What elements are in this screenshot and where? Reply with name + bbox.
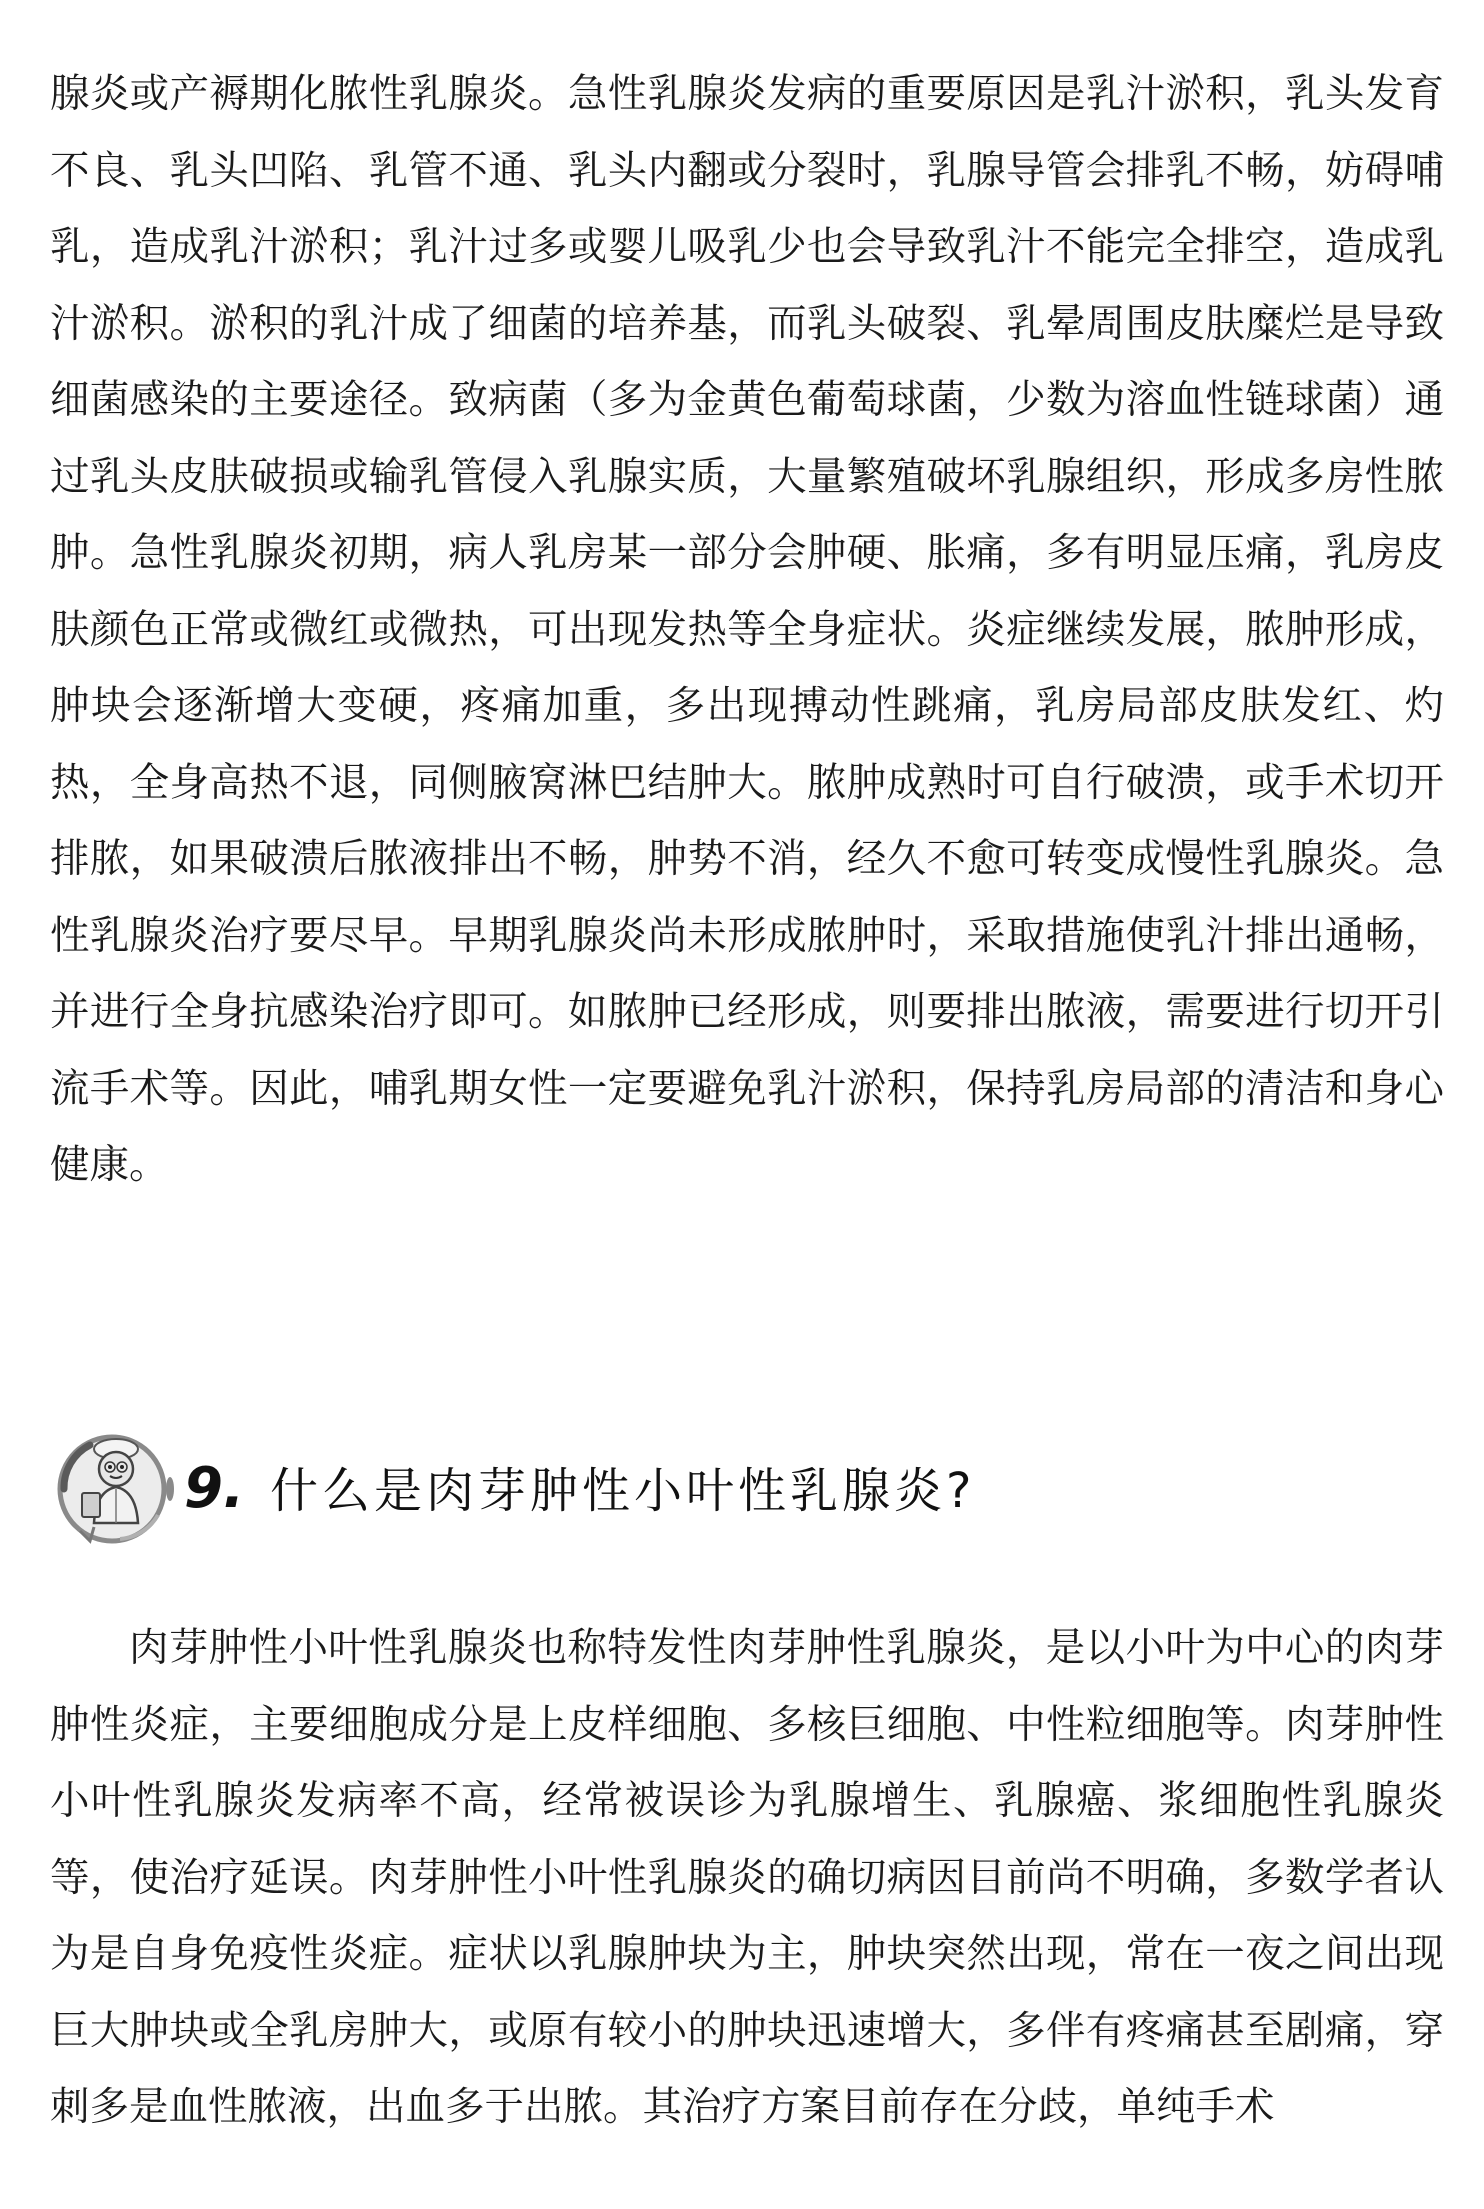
body-paragraph-acute-mastitis: 腺炎或产褥期化脓性乳腺炎。急性乳腺炎发病的重要原因是乳汁淤积，乳头发育不良、乳头凹陷、乳管不通、乳头内翻或分裂时，乳腺导管会排乳不畅，妨碍哺乳，造成乳汁淤积；乳汁过多或婴儿吸乳少也会导致乳汁不能完全排空，造成乳汁淤积。淤积的乳汁成了细菌的培养基，而乳头破裂、乳晕周围皮肤糜烂是导致细菌感染的主要途径。致病菌（多为金黄色葡萄球菌，少数为溶血性链球菌）通过乳头皮肤破损或输乳管侵入乳腺实质，大量繁殖破坏乳腺组织，形成多房性脓肿。急性乳腺炎初期，病人乳房某一部分会肿硬、胀痛，多有明显压痛，乳房皮肤颜色正常或微红或微热，可出现发热等全身症状。炎症继续发展，脓肿形成，肿块会逐渐增大变硬，疼痛加重，多出现搏动性跳痛，乳房局部皮肤发红、灼热，全身高热不退，同侧腋窝淋巴结肿大。脓肿成熟时可自行破溃，或手术切开排脓，如果破溃后脓液排出不畅，肿势不消，经久不愈可转变成慢性乳腺炎。急性乳腺炎治疗要尽早。早期乳腺炎尚未形成脓肿时，采取措施使乳汁排出通畅，并进行全身抗感染治疗即可。如脓肿已经形成，则要排出脓液，需要进行切开引流手术等。因此，哺乳期女性一定要避免乳汁淤积，保持乳房局部的清洁和身心健康。 [50,71,1444,1188]
section-title: 什么是肉芽肿性小叶性乳腺炎? [270,1463,976,1519]
section-heading [50,1418,1444,1558]
doctor-mascot-icon [50,1423,180,1553]
section-number: 9. [184,1456,245,1521]
body-paragraph-granulomatous-mastitis: 肉芽肿性小叶性乳腺炎也称特发性肉芽肿性乳腺炎，是以小叶为中心的肉芽肿性炎症，主要细胞成分是上皮样细胞、多核巨细胞、中性粒细胞等。肉芽肿性小叶性乳腺炎发病率不高，经常被误诊为乳腺增生、乳腺癌、浆细胞性乳腺炎等，使治疗延误。肉芽肿性小叶性乳腺炎的确切病因目前尚不明确，多数学者认为是自身免疫性炎症。症状以乳腺肿块为主，肿块突然出现，常在一夜之间出现巨大肿块或全乳房肿大，或原有较小的肿块迅速增大，多伴有疼痛甚至剧痛，穿刺多是血性脓液，出血多于出脓。其治疗方案目前存在分歧，单纯手术 [50,1625,1444,2130]
